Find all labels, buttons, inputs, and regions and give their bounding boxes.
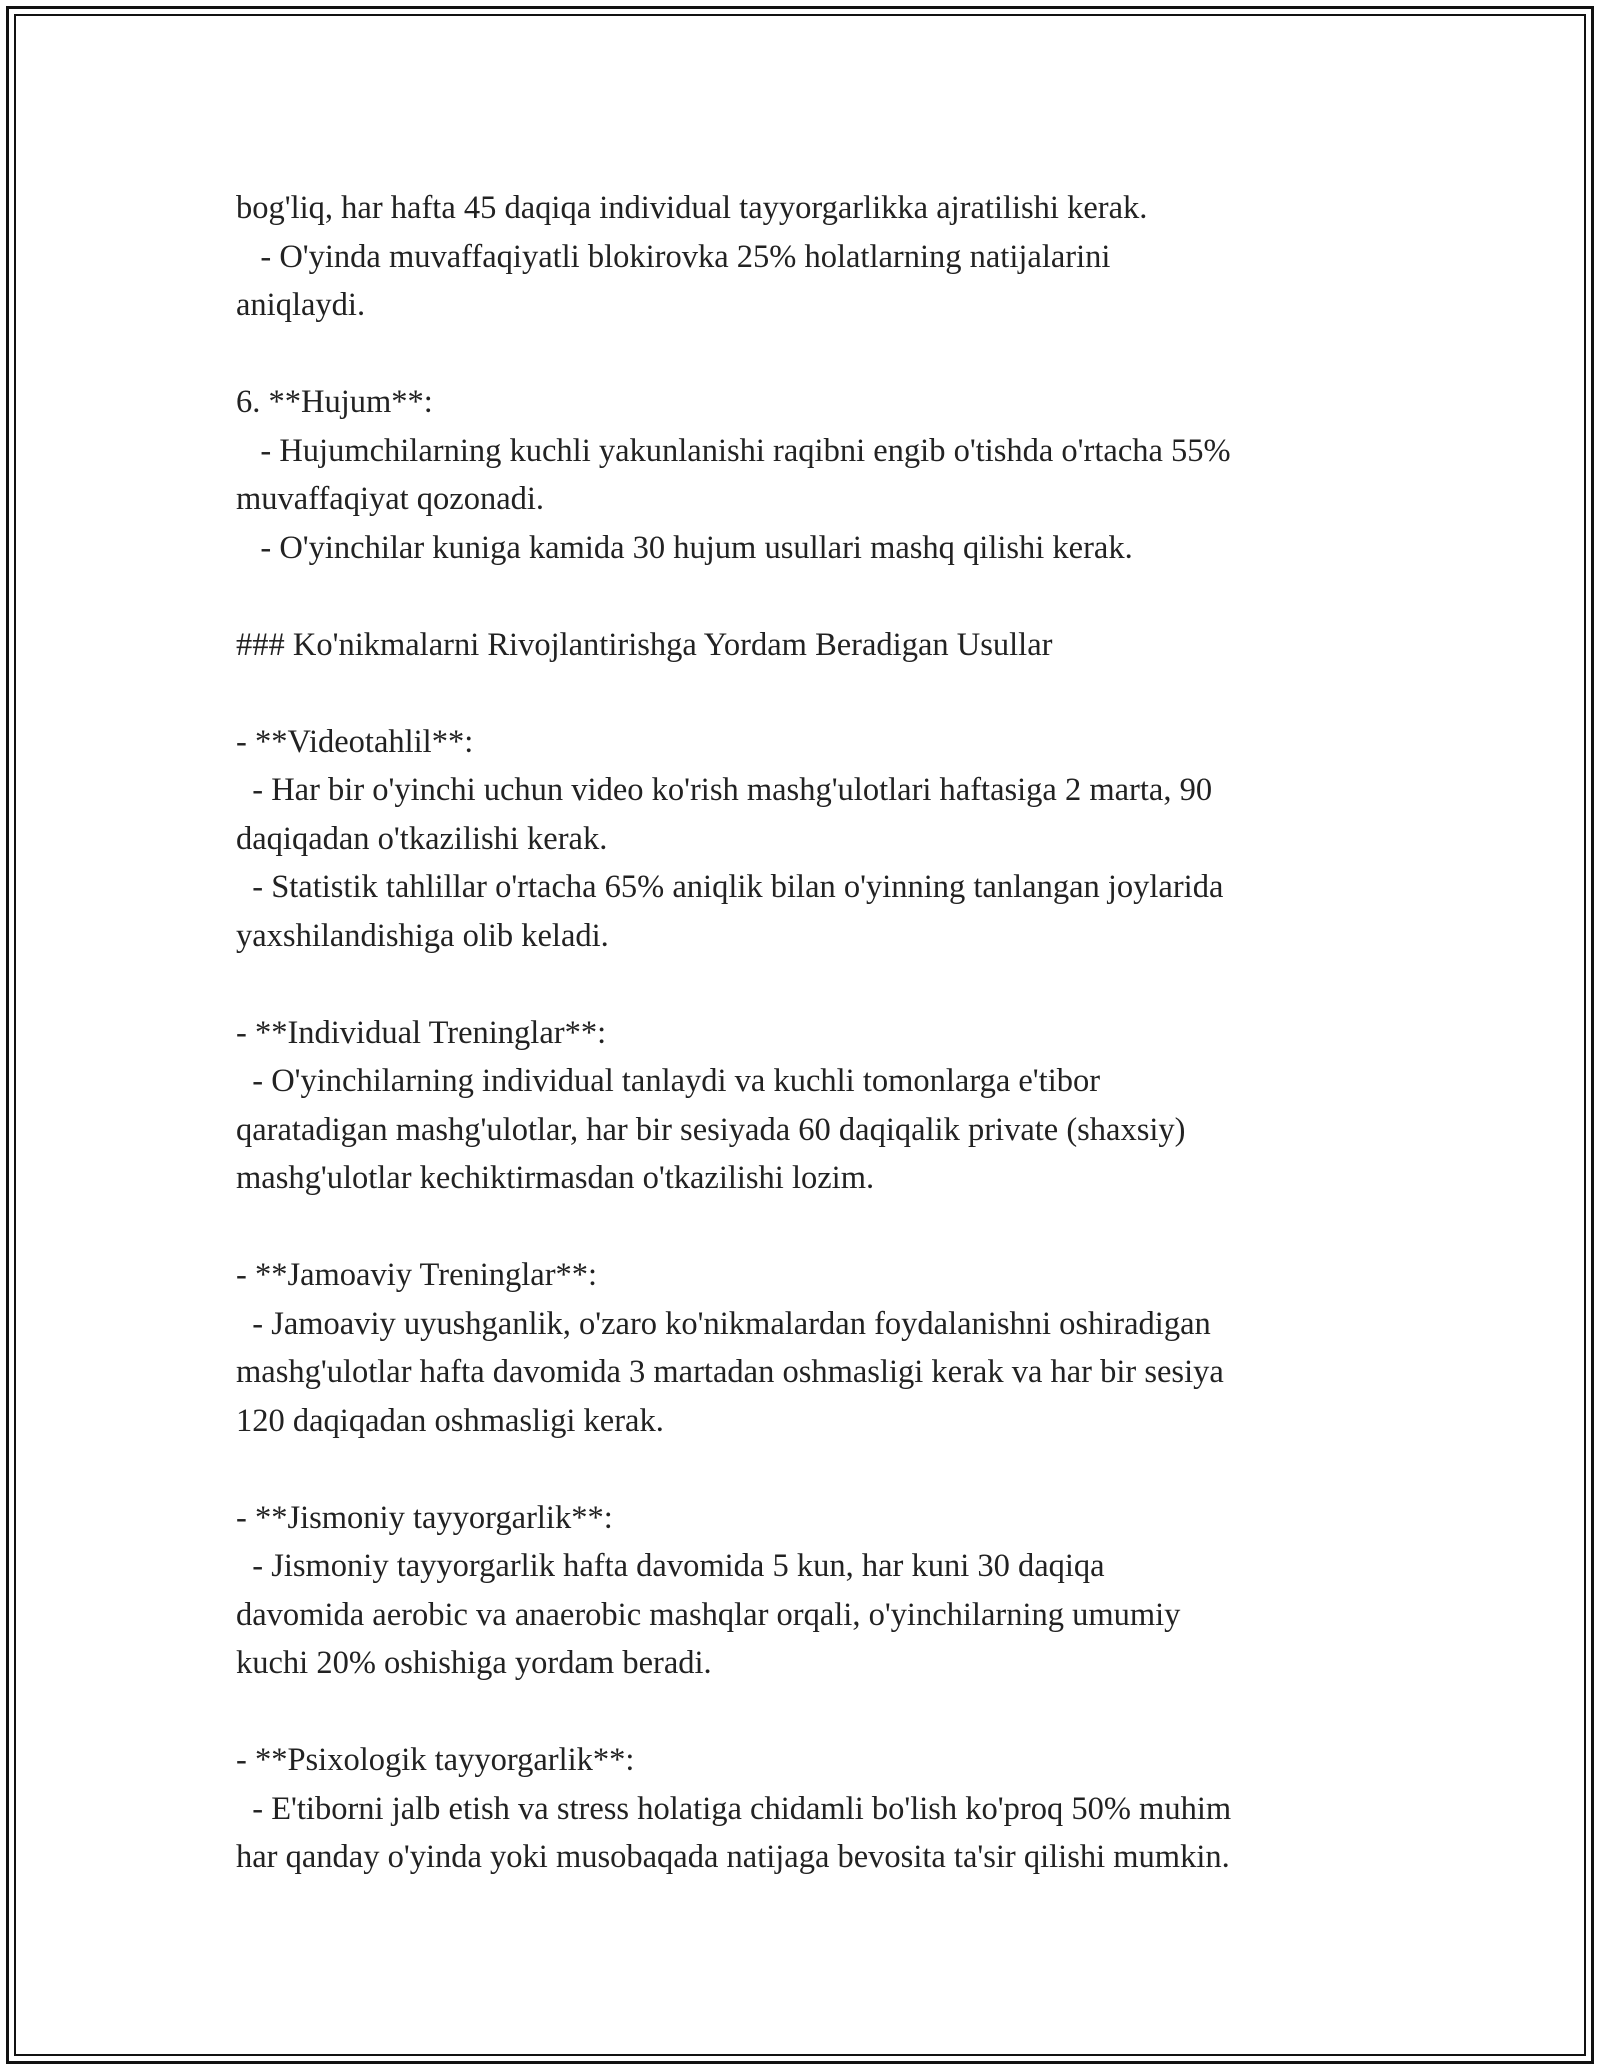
bullet-line: - O'yinchilarning individual tanlaydi va kuchli tomonlarga e'tibor — [236, 1063, 1101, 1099]
bullet-line: - Statistik tahlillar o'rtacha 65% aniqlik bilan o'yinning tanlangan joylarida — [236, 869, 1224, 905]
blank-line — [236, 669, 1386, 718]
bullet-line: - Hujumchilarning kuchli yakunlanishi raqibni engib o'tishda o'rtacha 55% — [236, 432, 1231, 469]
blank-line — [236, 1688, 1386, 1737]
text-line: muvaffaqiyat qozonadi. — [236, 481, 545, 517]
text-line: daqiqadan o'tkazilishi kerak. — [236, 820, 608, 857]
blank-line — [236, 1445, 1386, 1494]
text-line: mashg'ulotlar hafta davomida 3 martadan oshmasligi kerak va har bir sesiya — [236, 1354, 1224, 1390]
bullet-heading: - **Videotahlil**: — [236, 723, 474, 760]
bullet-line: - Jismoniy tayyorgarlik hafta davomida 5 kun, har kuni 30 daqiqa — [236, 1548, 1105, 1584]
blank-line — [236, 572, 1386, 621]
blank-line — [236, 1203, 1386, 1252]
text-line: 120 daqiqadan oshmasligi kerak. — [236, 1402, 664, 1439]
text-line: har qanday o'yinda yoki musobaqada natijaga bevosita ta'sir qilishi mumkin. — [236, 1839, 1230, 1875]
blank-line — [236, 960, 1386, 1009]
text-line: aniqlaydi. — [236, 287, 366, 323]
bullet-heading: - **Jamoaviy Treninglar**: — [236, 1257, 598, 1293]
bullet-heading: - **Individual Treninglar**: — [236, 1014, 607, 1051]
text-line: qaratadigan mashg'ulotlar, har bir sesiyada 60 daqiqalik private (shaxsiy) — [236, 1111, 1186, 1148]
bullet-line: - O'yinda muvaffaqiyatli blokirovka 25% holatlarning natijalarini — [236, 238, 1111, 275]
bullet-line: - Jamoaviy uyushganlik, o'zaro ko'nikmalardan foydalanishni oshiradigan — [236, 1305, 1211, 1342]
bullet-heading: - **Psixologik tayyorgarlik**: — [236, 1742, 635, 1778]
numbered-item-heading: 6. **Hujum**: — [236, 384, 433, 420]
text-line: davomida aerobic va anaerobic mashqlar orqali, o'yinchilarning umumiy — [236, 1596, 1181, 1633]
text-line: yaxshilandishiga olib keladi. — [236, 917, 609, 954]
text-line: bog'liq, har hafta 45 daqiqa individual tayyorgarlikka ajratilishi kerak. — [236, 190, 1148, 226]
bullet-line: - Har bir o'yinchi uchun video ko'rish mashg'ulotlari haftasiga 2 marta, 90 — [236, 772, 1213, 808]
bullet-line: - O'yinchilar kuniga kamida 30 hujum usullari mashq qilishi kerak. — [236, 529, 1133, 566]
section-heading: ### Ko'nikmalarni Rivojlantirishga Yordam Beradigan Usullar — [236, 626, 1053, 663]
document-body — [236, 184, 1386, 1882]
bullet-line: - E'tiborni jalb etish va stress holatiga chidamli bo'lish ko'proq 50% muhim — [236, 1790, 1232, 1827]
text-line: kuchi 20% oshishiga yordam beradi. — [236, 1645, 712, 1681]
blank-line — [236, 330, 1386, 379]
bullet-heading: - **Jismoniy tayyorgarlik**: — [236, 1499, 613, 1536]
text-line: mashg'ulotlar kechiktirmasdan o'tkazilishi lozim. — [236, 1160, 875, 1196]
